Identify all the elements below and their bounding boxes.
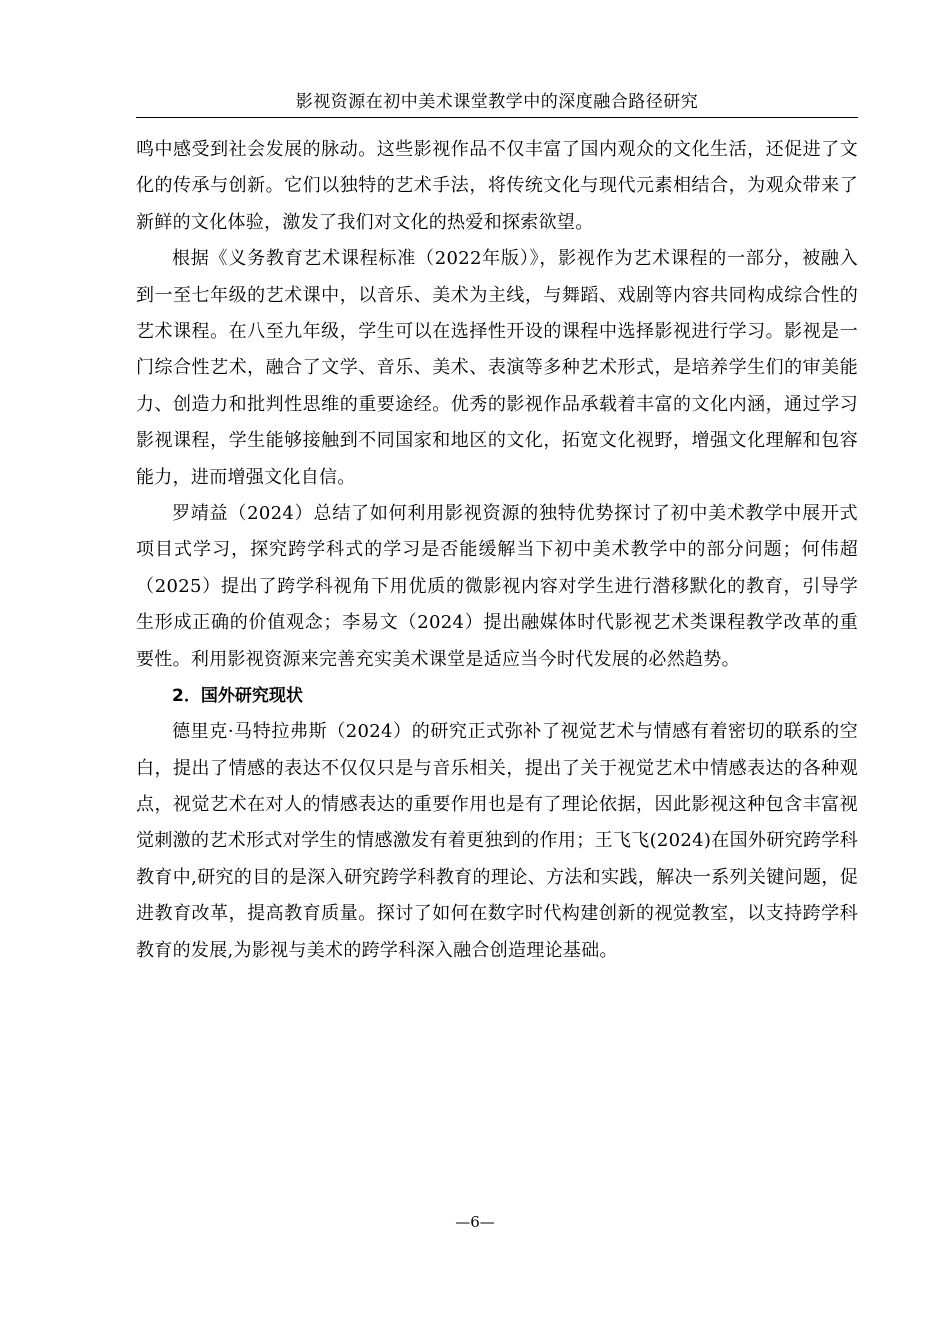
paragraph-domestic-research: 罗靖益（2024）总结了如何利用影视资源的独特优势探讨了初中美术教学中展开式项目式学习，探究跨学科式的学习是否能缓解当下初中美术教学中的部分问题；何伟超（2025）提出了跨学科视角下用优质的微影视内容对学生进行潜移默化的教育，引导学生形成正确的价值观念；李易文（2024）提出融媒体时代影视艺术类课程教学改革的重要性。利用影视资源来完善充实美术课堂是适应当今时代发展的必然趋势。: [136, 503, 858, 670]
paragraph-continuation: 鸣中感受到社会发展的脉动。这些影视作品不仅丰富了国内观众的文化生活，还促进了文化的传承与创新。它们以独特的艺术手法，将传统文化与现代元素相结合，为观众带来了新鲜的文化体验，激发了我们对文化的热爱和探索欲望。: [136, 139, 858, 233]
paragraph-foreign-research: 德里克·马特拉弗斯（2024）的研究正式弥补了视觉艺术与情感有着密切的联系的空白，提出了情感的表达不仅仅只是与音乐相关，提出了关于视觉艺术中情感表达的各种观点，视觉艺术在对人的情感表达的重要作用也是有了理论依据，因此影视这种包含丰富视觉刺激的艺术形式对学生的情感激发有着更独到的作用；王飞飞(2024)在国外研究跨学科教育中,研究的目的是深入研究跨学科教育的理论、方法和实践，解决一系列关键问题，促进教育改革，提高教育质量。探讨了如何在数字时代构建创新的视觉教室，以支持跨学科教育的发展,为影视与美术的跨学科深入融合创造理论基础。: [136, 721, 858, 961]
section-heading-foreign-research: 2．国外研究现状: [172, 686, 303, 707]
paragraph-curriculum-standard: 根据《义务教育艺术课程标准（2022年版）》，影视作为艺术课程的一部分，被融入到一至七年级的艺术课中，以音乐、美术为主线，与舞蹈、戏剧等内容共同构成综合性的艺术课程。在八至九年级，学生可以在选择性开设的课程中选择影视进行学习。影视是一门综合性艺术，融合了文学、音乐、美术、表演等多种艺术形式，是培养学生们的审美能力、创造力和批判性思维的重要途经。优秀的影视作品承载着丰富的文化内涵，通过学习影视课程，学生能够接触到不同国家和地区的文化，拓宽文化视野，增强文化理解和包容能力，进而增强文化自信。: [136, 248, 858, 488]
page-number: —6—: [455, 1213, 495, 1231]
body-text: [136, 132, 858, 969]
running-header: 影视资源在初中美术课堂教学中的深度融合路径研究: [136, 90, 858, 118]
